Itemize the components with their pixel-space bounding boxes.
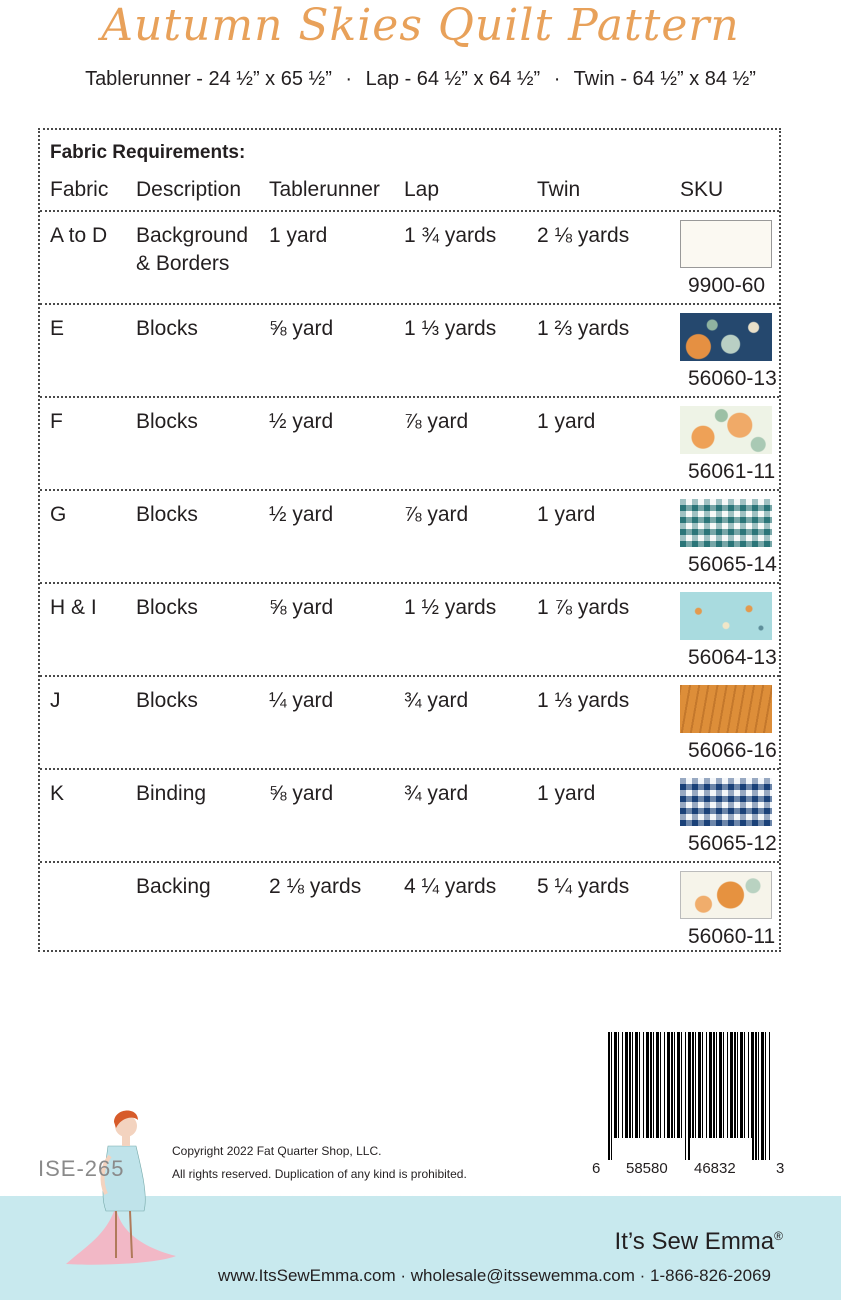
- lap-cell: 4 ¼ yards: [404, 875, 497, 898]
- sku-cell: 9900-60: [688, 274, 766, 297]
- sku-cell: 56065-12: [688, 832, 777, 855]
- fabric-cell: G: [50, 503, 67, 526]
- fabric-swatch: [680, 592, 772, 640]
- tablerunner-cell: 2 ⅛ yards: [269, 875, 362, 898]
- twin-cell: 1 yard: [537, 503, 596, 526]
- sku-cell: 56065-14: [688, 553, 777, 576]
- pattern-title: Autumn Skies Quilt Pattern: [101, 0, 740, 51]
- twin-cell: 1 ⅓ yards: [537, 689, 630, 712]
- table-row: [40, 582, 779, 675]
- fabric-swatch: [680, 499, 772, 547]
- description-cell: Blocks: [136, 410, 198, 433]
- lap-cell: 1 ⅓ yards: [404, 317, 497, 340]
- fabric-swatch: [680, 778, 772, 826]
- copyright-text: Copyright 2022 Fat Quarter Shop, LLC.: [172, 1144, 382, 1158]
- description-cell: Blocks: [136, 503, 198, 526]
- column-header-description: Description: [136, 178, 242, 201]
- tablerunner-cell: ⅝ yard: [269, 782, 334, 805]
- fabric-swatch: [680, 220, 772, 268]
- table-row: [40, 675, 779, 768]
- twin-cell: 2 ⅛ yards: [537, 224, 630, 247]
- fabric-cell: A to D: [50, 224, 108, 247]
- fabric-requirements-box: [38, 128, 781, 952]
- copyright-block: [172, 1140, 467, 1186]
- sku-cell: 56066-16: [688, 739, 777, 762]
- lap-cell: ⅞ yard: [404, 410, 469, 433]
- barcode-gap: [622, 1138, 682, 1160]
- lap-cell: ¾ yard: [404, 782, 469, 805]
- fabric-requirements-title: Fabric Requirements:: [50, 142, 246, 163]
- size-separator: ·: [345, 68, 353, 90]
- tablerunner-cell: ½ yard: [269, 410, 334, 433]
- twin-cell: 1 yard: [537, 782, 596, 805]
- table-row: [40, 396, 779, 489]
- table-row: [40, 768, 779, 861]
- tablerunner-cell: ¼ yard: [269, 689, 334, 712]
- column-header-sku: SKU: [680, 178, 724, 201]
- brand-name: [615, 1228, 783, 1256]
- column-header-fabric: Fabric: [50, 178, 109, 201]
- sku-cell: 56060-13: [688, 367, 777, 390]
- size-lap: Lap - 64 ½” x 64 ½”: [365, 68, 541, 90]
- registered-mark: ®: [774, 1229, 783, 1243]
- lap-cell: 1 ½ yards: [404, 596, 497, 619]
- pattern-code: ISE-265: [38, 1156, 125, 1181]
- fabric-swatch: [680, 313, 772, 361]
- description-cell: Blocks: [136, 317, 198, 340]
- lap-cell: 1 ¾ yards: [404, 224, 497, 247]
- table-row: [40, 210, 779, 303]
- tablerunner-cell: 1 yard: [269, 224, 328, 247]
- description-cell: Blocks: [136, 689, 198, 712]
- fabric-swatch: [680, 685, 772, 733]
- barcode-gap: [690, 1138, 752, 1160]
- fabric-cell: K: [50, 782, 65, 805]
- description-cell: Background & Borders: [136, 224, 249, 275]
- table-row: [40, 861, 779, 954]
- column-header-lap: Lap: [404, 178, 440, 201]
- description-cell: Backing: [136, 875, 211, 898]
- column-header-twin: Twin: [537, 178, 581, 201]
- description-cell: Blocks: [136, 596, 198, 619]
- table-row: [40, 489, 779, 582]
- barcode-digit: 46832: [694, 1160, 736, 1177]
- sku-cell: 56060-11: [688, 925, 776, 948]
- sku-cell: 56061-11: [688, 460, 776, 483]
- fabric-cell: F: [50, 410, 63, 433]
- twin-cell: 1 ⅔ yards: [537, 317, 630, 340]
- tablerunner-cell: ½ yard: [269, 503, 334, 526]
- rights-text: All rights reserved. Duplication of any kind is prohibited.: [172, 1167, 467, 1181]
- lap-cell: ¾ yard: [404, 689, 469, 712]
- twin-cell: 5 ¼ yards: [537, 875, 630, 898]
- fabric-swatch: [680, 406, 772, 454]
- size-separator: ·: [553, 68, 561, 90]
- barcode-digit: 6: [592, 1160, 601, 1177]
- barcode-gap: [614, 1138, 622, 1160]
- column-header-tablerunner: Tablerunner: [269, 178, 380, 201]
- contact-info: www.ItsSewEmma.com · wholesale@itssewemma.com · 1-866-826-2069: [218, 1266, 771, 1285]
- fabric-cell: E: [50, 317, 65, 340]
- twin-cell: 1 yard: [537, 410, 596, 433]
- barcode-digit: 58580: [626, 1160, 668, 1177]
- description-cell: Binding: [136, 782, 207, 805]
- tablerunner-cell: ⅝ yard: [269, 596, 334, 619]
- lap-cell: ⅞ yard: [404, 503, 469, 526]
- fabric-cell: H & I: [50, 596, 97, 619]
- size-line: [0, 68, 841, 91]
- twin-cell: 1 ⅞ yards: [537, 596, 630, 619]
- fabric-swatch: [680, 871, 772, 919]
- table-row: [40, 303, 779, 396]
- barcode-digit: 3: [776, 1160, 785, 1177]
- size-tablerunner: Tablerunner - 24 ½” x 65 ½”: [85, 68, 332, 90]
- brand-text: It’s Sew Emma: [614, 1228, 775, 1255]
- sku-cell: 56064-13: [688, 646, 777, 669]
- tablerunner-cell: ⅝ yard: [269, 317, 334, 340]
- size-twin: Twin - 64 ½” x 84 ½”: [573, 68, 756, 90]
- fabric-cell: J: [50, 689, 61, 712]
